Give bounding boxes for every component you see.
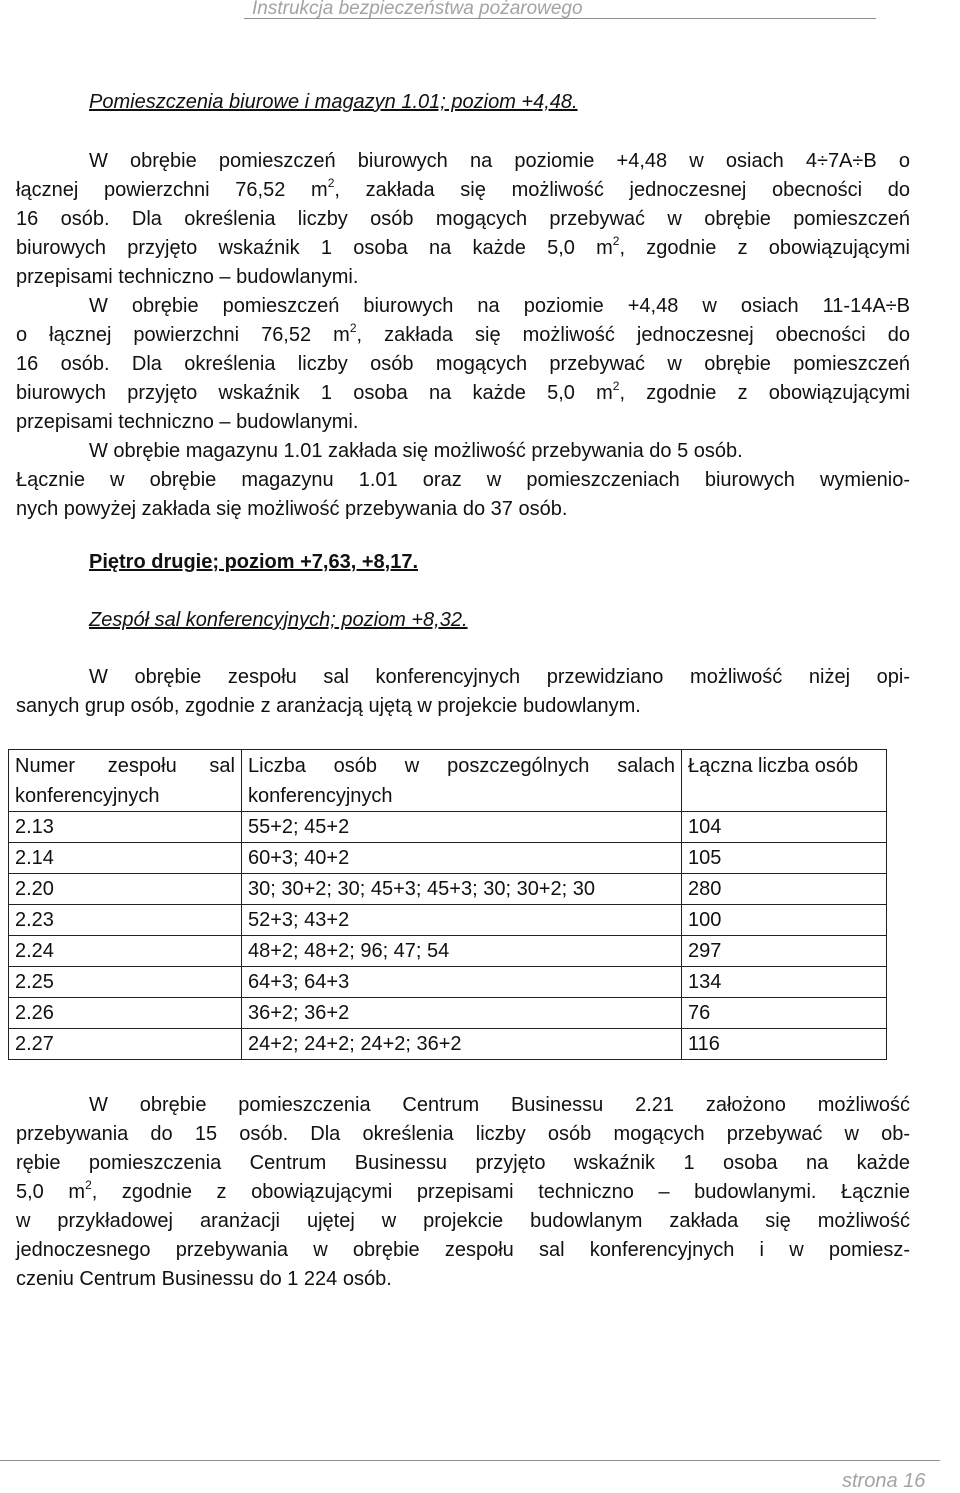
- section-heading-conference-rooms: Zespół sal konferencyjnych; poziom +8,32.: [89, 609, 468, 631]
- table-header-cell: [9, 750, 242, 812]
- table-row: [9, 998, 887, 1029]
- table-header-row: [9, 750, 887, 812]
- table-row: [9, 874, 887, 905]
- paragraph-line: łącznej powierzchni 76,52 $m^2$, zakłada się możliwość jednoczesnej obecności do: [16, 176, 910, 201]
- paragraph-line: W obrębie magazynu 1.01 zakłada się możliwość przebywania do 5 osób.: [89, 440, 743, 462]
- paragraph-line: jednoczesnego przebywania w obrębie zespołu sal konferencyjnych i w pomiesz-: [16, 1239, 910, 1261]
- table-cell: 2.25: [9, 967, 242, 998]
- header-text: konferencyjnych: [248, 785, 393, 807]
- paragraph-line: Łącznie w obrębie magazynu 1.01 oraz w pomieszczeniach biurowych wymienio-: [16, 469, 910, 491]
- table-cell: 116: [682, 1029, 887, 1060]
- header-text: Łączna liczba osób: [688, 755, 859, 777]
- paragraph-line: o łącznej powierzchni 76,52 $m^2$, zakłada się możliwość jednoczesnej obecności do: [16, 321, 911, 346]
- document-header-title: Instrukcja bezpieczeństwa pożarowego: [252, 0, 583, 19]
- table-cell: 134: [682, 967, 887, 998]
- paragraph-line: biurowych przyjęto wskaźnik 1 osoba na każde 5,0 $m^2$, zgodnie z obowiązującymi: [16, 379, 910, 404]
- table-cell: 2.26: [9, 998, 242, 1029]
- paragraph-line: rębie pomieszczenia Centrum Businessu przyjęto wskaźnik 1 osoba na każde: [16, 1152, 910, 1174]
- paragraph-line: 5,0 $m^2$, zgodnie z obowiązującymi przepisami techniczno – budowlanymi. Łącznie: [16, 1178, 910, 1203]
- section-heading-second-floor: Piętro drugie; poziom +7,63, +8,17.: [89, 551, 418, 573]
- table-cell: 2.20: [9, 874, 242, 905]
- paragraph-line: przebywania do 15 osób. Dla określenia liczby osób mogących przebywać w ob-: [16, 1123, 910, 1145]
- table-cell: 55+2; 45+2: [242, 812, 682, 843]
- table-cell: 2.27: [9, 1029, 242, 1060]
- conference-rooms-table: [8, 749, 887, 1060]
- table-cell: 100: [682, 905, 887, 936]
- paragraph-line: 16 osób. Dla określenia liczby osób mogących przebywać w obrębie pomieszczeń: [16, 353, 910, 375]
- table-cell: 36+2; 36+2: [242, 998, 682, 1029]
- table-cell: 60+3; 40+2: [242, 843, 682, 874]
- header-text: konferencyjnych: [15, 785, 160, 807]
- paragraph-line: W obrębie zespołu sal konferencyjnych przewidziano możliwość niżej opi-: [89, 666, 910, 688]
- footer-divider: [0, 1460, 940, 1461]
- table-cell: 280: [682, 874, 887, 905]
- paragraph-line: biurowych przyjęto wskaźnik 1 osoba na każde 5,0 $m^2$, zgodnie z obowiązującymi: [16, 234, 910, 259]
- table-cell: 64+3; 64+3: [242, 967, 682, 998]
- paragraph-line: W obrębie pomieszczeń biurowych na poziomie +4,48 w osiach 4÷7A÷B o: [89, 150, 910, 172]
- paragraph-line: w przykładowej aranżacji ujętej w projekcie budowlanym zakłada się możliwość: [16, 1210, 910, 1232]
- paragraph-line: 16 osób. Dla określenia liczby osób mogących przebywać w obrębie pomieszczeń: [16, 208, 910, 230]
- table-cell: 105: [682, 843, 887, 874]
- table-header-cell: [682, 750, 887, 812]
- table-row: [9, 967, 887, 998]
- table-cell: 297: [682, 936, 887, 967]
- table-row: [9, 905, 887, 936]
- paragraph-line: W obrębie pomieszczenia Centrum Businessu 2.21 założono możliwość: [89, 1094, 910, 1116]
- paragraph-line: przepisami techniczno – budowlanymi.: [16, 266, 359, 288]
- header-text: Liczba osób w poszczególnych salach: [248, 755, 675, 777]
- table-row: [9, 1029, 887, 1060]
- table-cell: 104: [682, 812, 887, 843]
- section-heading-offices: Pomieszczenia biurowe i magazyn 1.01; poziom +4,48.: [89, 91, 578, 113]
- table-cell: 2.23: [9, 905, 242, 936]
- table-cell: 48+2; 48+2; 96; 47; 54: [242, 936, 682, 967]
- table-header-cell: [242, 750, 682, 812]
- table-cell: 2.14: [9, 843, 242, 874]
- paragraph-line: sanych grup osób, zgodnie z aranżacją ujętą w projekcie budowlanym.: [16, 695, 641, 717]
- table-row: [9, 812, 887, 843]
- table-cell: 52+3; 43+2: [242, 905, 682, 936]
- table-cell: 76: [682, 998, 887, 1029]
- paragraph-line: nych powyżej zakłada się możliwość przebywania do 37 osób.: [16, 498, 568, 520]
- table-row: [9, 936, 887, 967]
- table-cell: 2.13: [9, 812, 242, 843]
- table-cell: 30; 30+2; 30; 45+3; 45+3; 30; 30+2; 30: [242, 874, 682, 905]
- header-divider: [244, 18, 876, 19]
- table-cell: 24+2; 24+2; 24+2; 36+2: [242, 1029, 682, 1060]
- page-number: strona 16: [842, 1470, 926, 1492]
- table-cell: 2.24: [9, 936, 242, 967]
- paragraph-line: czeniu Centrum Businessu do 1 224 osób.: [16, 1268, 392, 1290]
- paragraph-line: przepisami techniczno – budowlanymi.: [16, 411, 359, 433]
- paragraph-line: W obrębie pomieszczeń biurowych na poziomie +4,48 w osiach 11-14A÷B: [89, 295, 910, 317]
- header-text: Numer zespołu sal: [15, 755, 235, 777]
- table-row: [9, 843, 887, 874]
